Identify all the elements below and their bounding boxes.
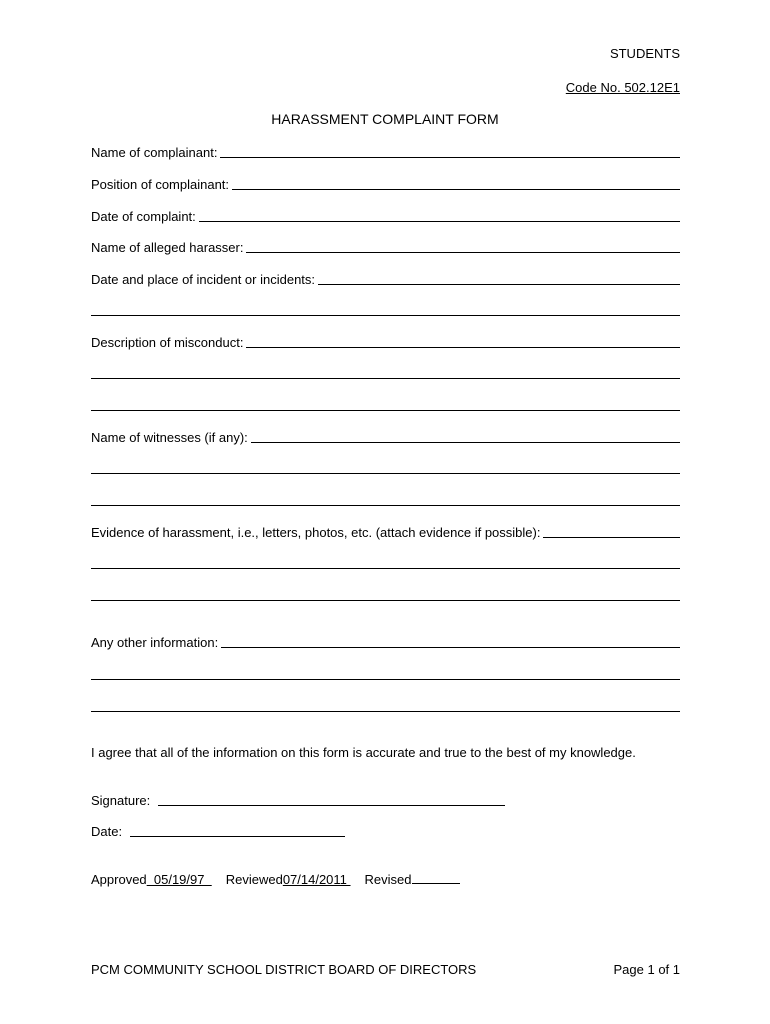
alleged-harasser-line[interactable] (246, 251, 680, 253)
incident-date-place-line[interactable] (318, 283, 680, 285)
reviewed-date: 07/14/2011 (282, 872, 351, 887)
witnesses-line[interactable] (251, 441, 680, 443)
complainant-position-field[interactable] (91, 175, 680, 193)
evidence-line[interactable] (543, 536, 680, 538)
witnesses-line-3[interactable] (91, 504, 680, 506)
complainant-position-label: Position of complainant: (91, 177, 230, 192)
agreement-statement: I agree that all of the information on this form is accurate and true to the best of my knowledge. (91, 745, 636, 760)
evidence-line-2[interactable] (91, 567, 680, 569)
signature-date-label: Date: (91, 824, 123, 839)
witnesses-field[interactable] (91, 428, 680, 446)
complaint-date-field[interactable] (91, 207, 680, 225)
approved-date: 05/19/97 (146, 872, 212, 887)
footer-organization: PCM COMMUNITY SCHOOL DISTRICT BOARD OF DIRECTORS (91, 962, 477, 977)
signature-date-line[interactable] (130, 835, 345, 837)
approval-history (91, 871, 460, 888)
complainant-position-line[interactable] (232, 188, 680, 190)
alleged-harasser-field[interactable] (91, 238, 680, 256)
other-info-line-2[interactable] (91, 678, 680, 680)
page-number: Page 1 of 1 (613, 962, 680, 977)
complaint-date-line[interactable] (199, 220, 680, 222)
signature-label: Signature: (91, 793, 151, 808)
form-title: HARASSMENT COMPLAINT FORM (271, 111, 499, 127)
reviewed-label: Reviewed (225, 872, 283, 887)
complaint-date-label: Date of complaint: (91, 209, 196, 224)
revised-date-line[interactable] (412, 871, 460, 884)
complainant-name-line[interactable] (220, 156, 680, 158)
witnesses-line-2[interactable] (91, 472, 680, 474)
incident-date-place-field[interactable] (91, 270, 680, 288)
code-number: Code No. 502.12E1 (565, 80, 680, 95)
alleged-harasser-label: Name of alleged harasser: (91, 240, 244, 255)
witnesses-label: Name of witnesses (if any): (91, 430, 248, 445)
misconduct-description-line-3[interactable] (91, 409, 680, 411)
complainant-name-field[interactable] (91, 143, 680, 161)
revised-label: Revised (364, 872, 412, 887)
incident-date-place-label: Date and place of incident or incidents: (91, 272, 316, 287)
misconduct-description-label: Description of misconduct: (91, 335, 244, 350)
complainant-name-label: Name of complainant: (91, 145, 218, 160)
signature-field[interactable] (91, 791, 505, 809)
misconduct-description-line-2[interactable] (91, 377, 680, 379)
evidence-line-3[interactable] (91, 599, 680, 601)
approved-label: Approved (91, 872, 147, 887)
section-header: STUDENTS (609, 46, 680, 61)
misconduct-description-field[interactable] (91, 333, 680, 351)
other-info-field[interactable] (91, 633, 680, 651)
evidence-label: Evidence of harassment, i.e., letters, photos, etc. (attach evidence if possible): (91, 525, 541, 540)
signature-date-field[interactable] (91, 822, 345, 840)
other-info-label: Any other information: (91, 635, 219, 650)
other-info-line[interactable] (221, 646, 680, 648)
other-info-line-3[interactable] (91, 710, 680, 712)
misconduct-description-line[interactable] (246, 346, 680, 348)
evidence-field[interactable] (91, 523, 680, 541)
incident-date-place-line-2[interactable] (91, 314, 680, 316)
signature-line[interactable] (158, 804, 505, 806)
